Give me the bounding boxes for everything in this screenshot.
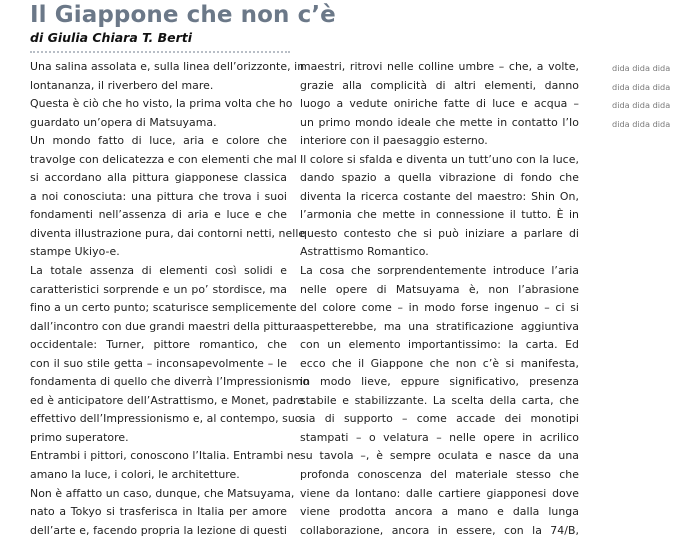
- text-line: dando spazio a quella vibrazione di fondo che: [300, 171, 579, 185]
- text-line: amano la luce, i colori, le architetture.: [30, 468, 240, 482]
- text-line: diventa la ricerca costante del maestro: Shin On,: [300, 189, 579, 203]
- text-line: guardato un’opera di Matsuyama.: [30, 115, 217, 129]
- text-line: dall’incontro con due grandi maestri della pittura: [30, 319, 301, 333]
- text-line: viene da lontano: dalle cartiere giapponesi dove: [300, 486, 579, 500]
- text-line: un primo mondo ideale che mette in contatto l’Io: [300, 115, 579, 129]
- text-line: occidentale: Turner, pittore romantico, che: [30, 338, 287, 352]
- text-line: con il suo stile getta – inconsapevolmente – le: [30, 356, 287, 370]
- text-line: caratteristici sorprende e un po’ stordisce, ma: [30, 282, 287, 296]
- text-line: maestri, ritrovi nelle colline umbre – che, a volte,: [300, 60, 579, 73]
- text-line: nelle opere di Matsuyama è, non l’abrasione: [300, 282, 579, 296]
- text-line: profonda conoscenza del materiale stesso che: [300, 468, 579, 482]
- text-line: Non è affatto un caso, dunque, che Matsuyama,: [30, 486, 295, 500]
- text-line: diventa illustrazione pura, dai contorni netti, nelle: [30, 226, 306, 240]
- text-line: viene prodotta ancora a mano e dalla lunga: [300, 505, 579, 519]
- text-line: sia di supporto – come accade dei monotipi: [300, 412, 579, 426]
- text-line: Il colore si sfalda e diventa un tutt’uno con la luce,: [300, 152, 579, 166]
- text-line: luogo a vedute oniriche fatte di luce e acqua –: [300, 97, 579, 111]
- text-line: Una salina assolata e, sulla linea dell’orizzonte, in: [30, 60, 305, 73]
- text-line: La totale assenza di elementi così solidi e: [30, 264, 287, 278]
- text-line: l’armonia che mette in connessione il tutto. È in: [300, 208, 579, 222]
- text-line: in modo lieve, eppure significativo, presenza: [300, 375, 579, 389]
- text-line: fino a un certo punto; scaturisce semplicemente: [30, 301, 297, 315]
- dotted-separator: [30, 51, 290, 53]
- text-line: ecco che il Giappone che non c’è si manifesta,: [300, 356, 579, 370]
- text-line: dell’arte e, facendo propria la lezione di questi: [30, 523, 287, 537]
- text-line: Entrambi i pittori, conoscono l’Italia. Entrambi ne: [30, 449, 301, 463]
- text-line: interiore con il paesaggio esterno.: [300, 134, 488, 148]
- text-line: La cosa che sorprendentemente introduce l’aria: [300, 264, 579, 278]
- text-line: stampati – o velatura – nelle opere in acrilico: [300, 430, 579, 444]
- article-title: Il Giappone che non c’è: [30, 2, 336, 28]
- caption-line: dida dida dida: [612, 63, 671, 73]
- text-line: lontananza, il riverbero del mare.: [30, 78, 214, 92]
- text-line: nato a Tokyo si trasferisca in Italia per amore: [30, 505, 287, 519]
- text-line: effettivo dell’Impressionismo e, al contempo, suo: [30, 412, 302, 426]
- text-line: con un elemento importantissimo: la carta. Ed: [300, 338, 579, 352]
- text-line: primo superatore.: [30, 430, 129, 444]
- text-line: grazie alla complicità di altri elementi, danno: [300, 78, 579, 92]
- text-line: Un mondo fatto di luce, aria e colore che: [30, 134, 287, 148]
- text-line: Astrattismo Romantico.: [300, 245, 429, 259]
- text-line: questo contesto che si può iniziare a parlare di: [300, 226, 579, 240]
- text-line: travolge con delicatezza e con elementi che mal: [30, 152, 297, 166]
- text-line: ed è anticipatore dell’Astrattismo, e Monet, padre: [30, 393, 305, 407]
- text-line: fondamenti nell’assenza di aria e luce e che: [30, 208, 287, 222]
- caption-column: [612, 59, 670, 133]
- text-line: fondamenta di quello che diverrà l’Impressionismo: [30, 375, 310, 389]
- text-line: si accordano alla pittura giapponese classica: [30, 171, 287, 185]
- text-line: a noi conosciuta: una pittura che trova i suoi: [30, 189, 287, 203]
- text-line: del colore come – in modo forse ingenuo – ci si: [300, 301, 579, 315]
- text-line: aspetterebbe, ma una stratificazione aggiuntiva: [300, 319, 579, 333]
- text-column-2: [300, 58, 579, 540]
- text-line: collaborazione, ancora in essere, con la 74/B,: [300, 523, 579, 537]
- text-line: stampe Ukiyo-e.: [30, 245, 120, 259]
- text-column-1: [30, 58, 310, 540]
- text-line: Questa è ciò che ho visto, la prima volta che ho: [30, 97, 293, 111]
- article-author: di Giulia Chiara T. Berti: [30, 30, 193, 45]
- caption-line: dida dida dida: [612, 100, 671, 110]
- text-line: stabile e stabilizzante. La scelta della carta, che: [300, 393, 579, 407]
- caption-line: dida dida dida: [612, 81, 671, 92]
- text-line: su tavola –, è sempre oculata e nasce da una: [300, 449, 579, 463]
- caption-line: dida dida dida: [612, 118, 671, 129]
